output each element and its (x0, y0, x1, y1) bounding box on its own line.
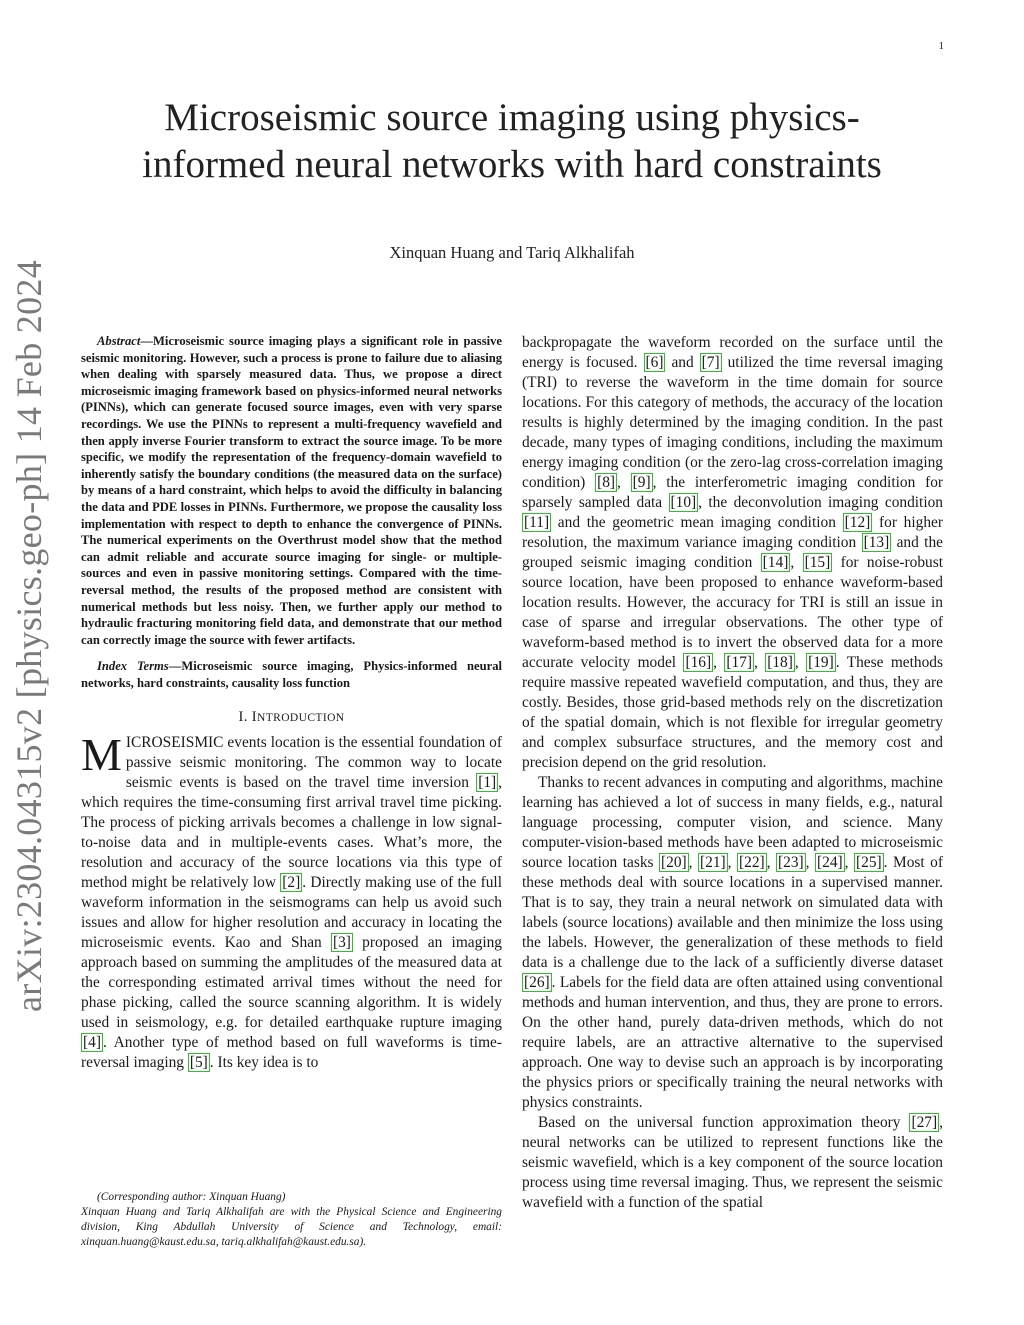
citation-link[interactable]: [18] (767, 654, 793, 671)
body-text: backpropagate the waveform recorded on the surface until the energy is focused. (522, 334, 943, 371)
index-terms-label: Index Terms (97, 659, 169, 674)
citation-link[interactable]: [15] (804, 554, 831, 571)
section-numeral: I. (238, 709, 248, 726)
body-text: . These methods require massive repeated wavefield computation, and thus, they are costly. Besides, those grid-based methods rely on the discretization of the spatial domain, which is not flexible for irregular geometry and complex subsurface structures, and the memory cost and precision depend on the grid resolution. (522, 654, 943, 771)
body-text: , (727, 854, 738, 871)
body-text: Based on the universal function approximation theory (538, 1114, 910, 1131)
body-text: , (766, 854, 777, 871)
citation-link[interactable]: [25] (856, 854, 882, 871)
citation-link[interactable]: [27] (911, 1114, 938, 1131)
citation-link[interactable]: [13] (863, 534, 890, 551)
body-text: and the grouped seismic imaging condition (522, 534, 943, 571)
footnote-affiliation: Xinquan Huang and Tariq Alkhalifah are with the Physical Science and Engineering division, King Abdullah University of Science and Technology, email: xinquan.huang@kaust.edu.sa, tariq.alkhalifah@kaust.edu.sa). (81, 1206, 502, 1248)
authors: Xinquan Huang and Tariq Alkhalifah (389, 243, 635, 262)
intro-text: ICROSEISMIC events location is the essential foundation of passive seismic monitoring. The common way to locate seismic events is based on the travel time inversion (125, 734, 502, 792)
intro-text: . Directly making use of the full waveform information in the seismograms can help us avoid such issues and allow for higher resolution and accuracy in locating the microseismic events. Kao and Shan (81, 874, 502, 952)
intro-text: , which requires the time-consuming first arrival travel time picking. The process of picking arrivals becomes a challenge in low signal-to-noise data and in multiple-events cases. What’s more, the resolution and accuracy of the source locations via this type of method might be relatively low (81, 774, 502, 892)
citation-link[interactable]: [14] (762, 554, 789, 571)
body-paragraph (522, 773, 943, 1113)
body-text: , (794, 654, 807, 671)
citation-link[interactable]: [6] (645, 354, 664, 371)
body-text: . Labels for the field data are often attained using conventional methods and human intervention, and thus, they are prone to errors. On the other hand, purely data-driven methods, which do not require labels, are an attractive alternative to the supervised approach. One way to devise such an approach is by incorporating the physics priors or specifically training the neural networks with physics constraints. (522, 974, 943, 1111)
citation-link[interactable]: [17] (726, 654, 752, 671)
citation-link[interactable]: [24] (817, 854, 843, 871)
citation-link[interactable]: [23] (778, 854, 804, 871)
citation-link[interactable]: [19] (808, 654, 834, 671)
intro-text: proposed an imaging approach based on summing the amplitudes of the measured data at the corresponding estimated arrival times without the need for phase picking, called the source scanning algorithm. It is widely used in seismology, e.g. for detailed earthquake rupture imaging (81, 934, 502, 1032)
citation-link[interactable]: [21] (700, 854, 726, 871)
intro-text: . Another type of method based on full waveforms is time-reversal imaging (81, 1034, 502, 1072)
citation-link[interactable]: [3] (332, 934, 351, 952)
section-first-letter: I (251, 709, 258, 726)
citation-link[interactable]: [12] (844, 514, 871, 531)
citation-link[interactable]: [16] (685, 654, 712, 671)
citation-link[interactable]: [10] (670, 494, 697, 511)
body-text: for higher resolution, the maximum variance imaging condition (522, 514, 943, 551)
abstract-text: —Microseismic source imaging plays a significant role in passive seismic monitoring. However, such a process is prone to failure due to aliasing when dealing with sparsely measured data. Thus, we propose a direct microseismic imaging framework based on physics-informed neural networks (PINNs), which can generate focused source images, even with very sparse recordings. We use the PINNs to represent a multi-frequency wavefield and then apply inverse Fourier transform to extract the source image. To be more specific, we modify the representation of the frequency-domain wavefield to inherently satisfy the boundary conditions (the measured data on the surface) by means of a hard constraint, which helps to avoid the difficulty in balancing the data and PDE losses in PINNs. Furthermore, we propose the causality loss implementation with respect to depth to enhance the convergence of PINNs. The numerical experiments on the Overthrust model show that the method can admit reliable and accurate source imaging for single- or multiple- sources and even in passive monitoring settings. Compared with the time-reversal method, the results of the proposed method are consistent with numerical methods but less noisy. Then, we further apply our method to hydraulic fracturing monitoring field data, and demonstrate that our method can correctly image the source with fewer artifacts. (81, 334, 502, 647)
body-text: utilized the time reversal imaging (TRI) to reverse the waveform in the time domain for source locations. For this category of methods, the accuracy of the location results is highly determined by the imaging condition. In the past decade, many types of imaging conditions, including the maximum energy imaging condition (or the zero-lag cross-correlation imaging condition) (522, 354, 943, 491)
body-text: , the deconvolution imaging condition (698, 494, 943, 511)
body-text: , neural networks can be utilized to represent functions like the seismic wavefield, which is a key component of the source location process using time reversal imaging. Thus, we represent the seismic wavefield with a function of the spatial (522, 1114, 943, 1211)
body-text: , (805, 854, 816, 871)
body-text: , (713, 654, 725, 671)
index-terms-text: —Microseismic source imaging, Physics-informed neural networks, hard constraints, causality loss function (81, 659, 503, 690)
left-column (81, 333, 502, 1073)
citation-link[interactable]: [20] (661, 854, 687, 871)
body-text: , (753, 654, 766, 671)
section-heading-introduction (81, 707, 502, 728)
citation-link[interactable]: [26] (524, 974, 550, 991)
footnote-corresponding-author: (Corresponding author: Xinquan Huang) (97, 1191, 286, 1203)
citation-link[interactable]: [22] (739, 854, 765, 871)
arxiv-identifier: arXiv:2304.04315v2 [physics.geo-ph] 14 Feb 2024 (9, 259, 49, 1012)
body-text: , (688, 854, 699, 871)
body-text: , (844, 854, 855, 871)
body-paragraph (522, 1113, 943, 1213)
body-text: , (617, 474, 631, 491)
body-text: , the interferometric imaging condition for sparsely sampled data (522, 474, 944, 511)
body-text: and (665, 354, 700, 371)
citation-link[interactable]: [11] (524, 514, 550, 531)
page-number: 1 (938, 40, 944, 52)
citation-link[interactable]: [5] (189, 1054, 208, 1072)
body-text: for noise-robust source location, have been proposed to enhance waveform-based location results. However, the accuracy for TRI is still an issue in case of sparse and irregular observations. The other type of waveform-based method is to invert the observed data for a more accurate velocity model (522, 554, 943, 671)
abstract (81, 333, 502, 648)
citation-link[interactable]: [1] (478, 774, 497, 792)
body-text: . Most of these methods deal with source locations in a supervised manner. That is to say, they train a neural network on simulated data with labels (source locations) available and then minimize the loss using the labels. However, the generalization of these methods to field data is a challenge due to the lack of a sufficiently diverse dataset (522, 854, 943, 971)
paper-title: Microseismic source imaging using physics-informed neural networks with hard constraints (142, 96, 882, 186)
intro-text: . Its key idea is to (209, 1054, 319, 1072)
body-text: Thanks to recent advances in computing and algorithms, machine learning has achieved a lot of success in many fields, e.g., natural language processing, computer vision, and science. Many computer-vision-based methods have been adapted to microseismic source location tasks (522, 774, 943, 871)
citation-link[interactable]: [2] (282, 874, 301, 892)
body-text: , (790, 554, 803, 571)
citation-link[interactable]: [4] (83, 1034, 101, 1052)
citation-link[interactable]: [7] (701, 354, 720, 371)
drop-cap: M (81, 729, 122, 781)
intro-paragraph (81, 729, 502, 1073)
index-terms (81, 658, 502, 691)
citation-link[interactable]: [9] (632, 474, 651, 491)
section-title-rest: NTRODUCTION (257, 712, 345, 725)
citation-link[interactable]: [8] (597, 474, 616, 491)
abstract-label: Abstract (97, 334, 141, 348)
right-column (522, 333, 943, 1213)
body-paragraph (522, 333, 943, 773)
footnote (81, 1190, 502, 1250)
body-text: and the geometric mean imaging condition (551, 514, 843, 531)
